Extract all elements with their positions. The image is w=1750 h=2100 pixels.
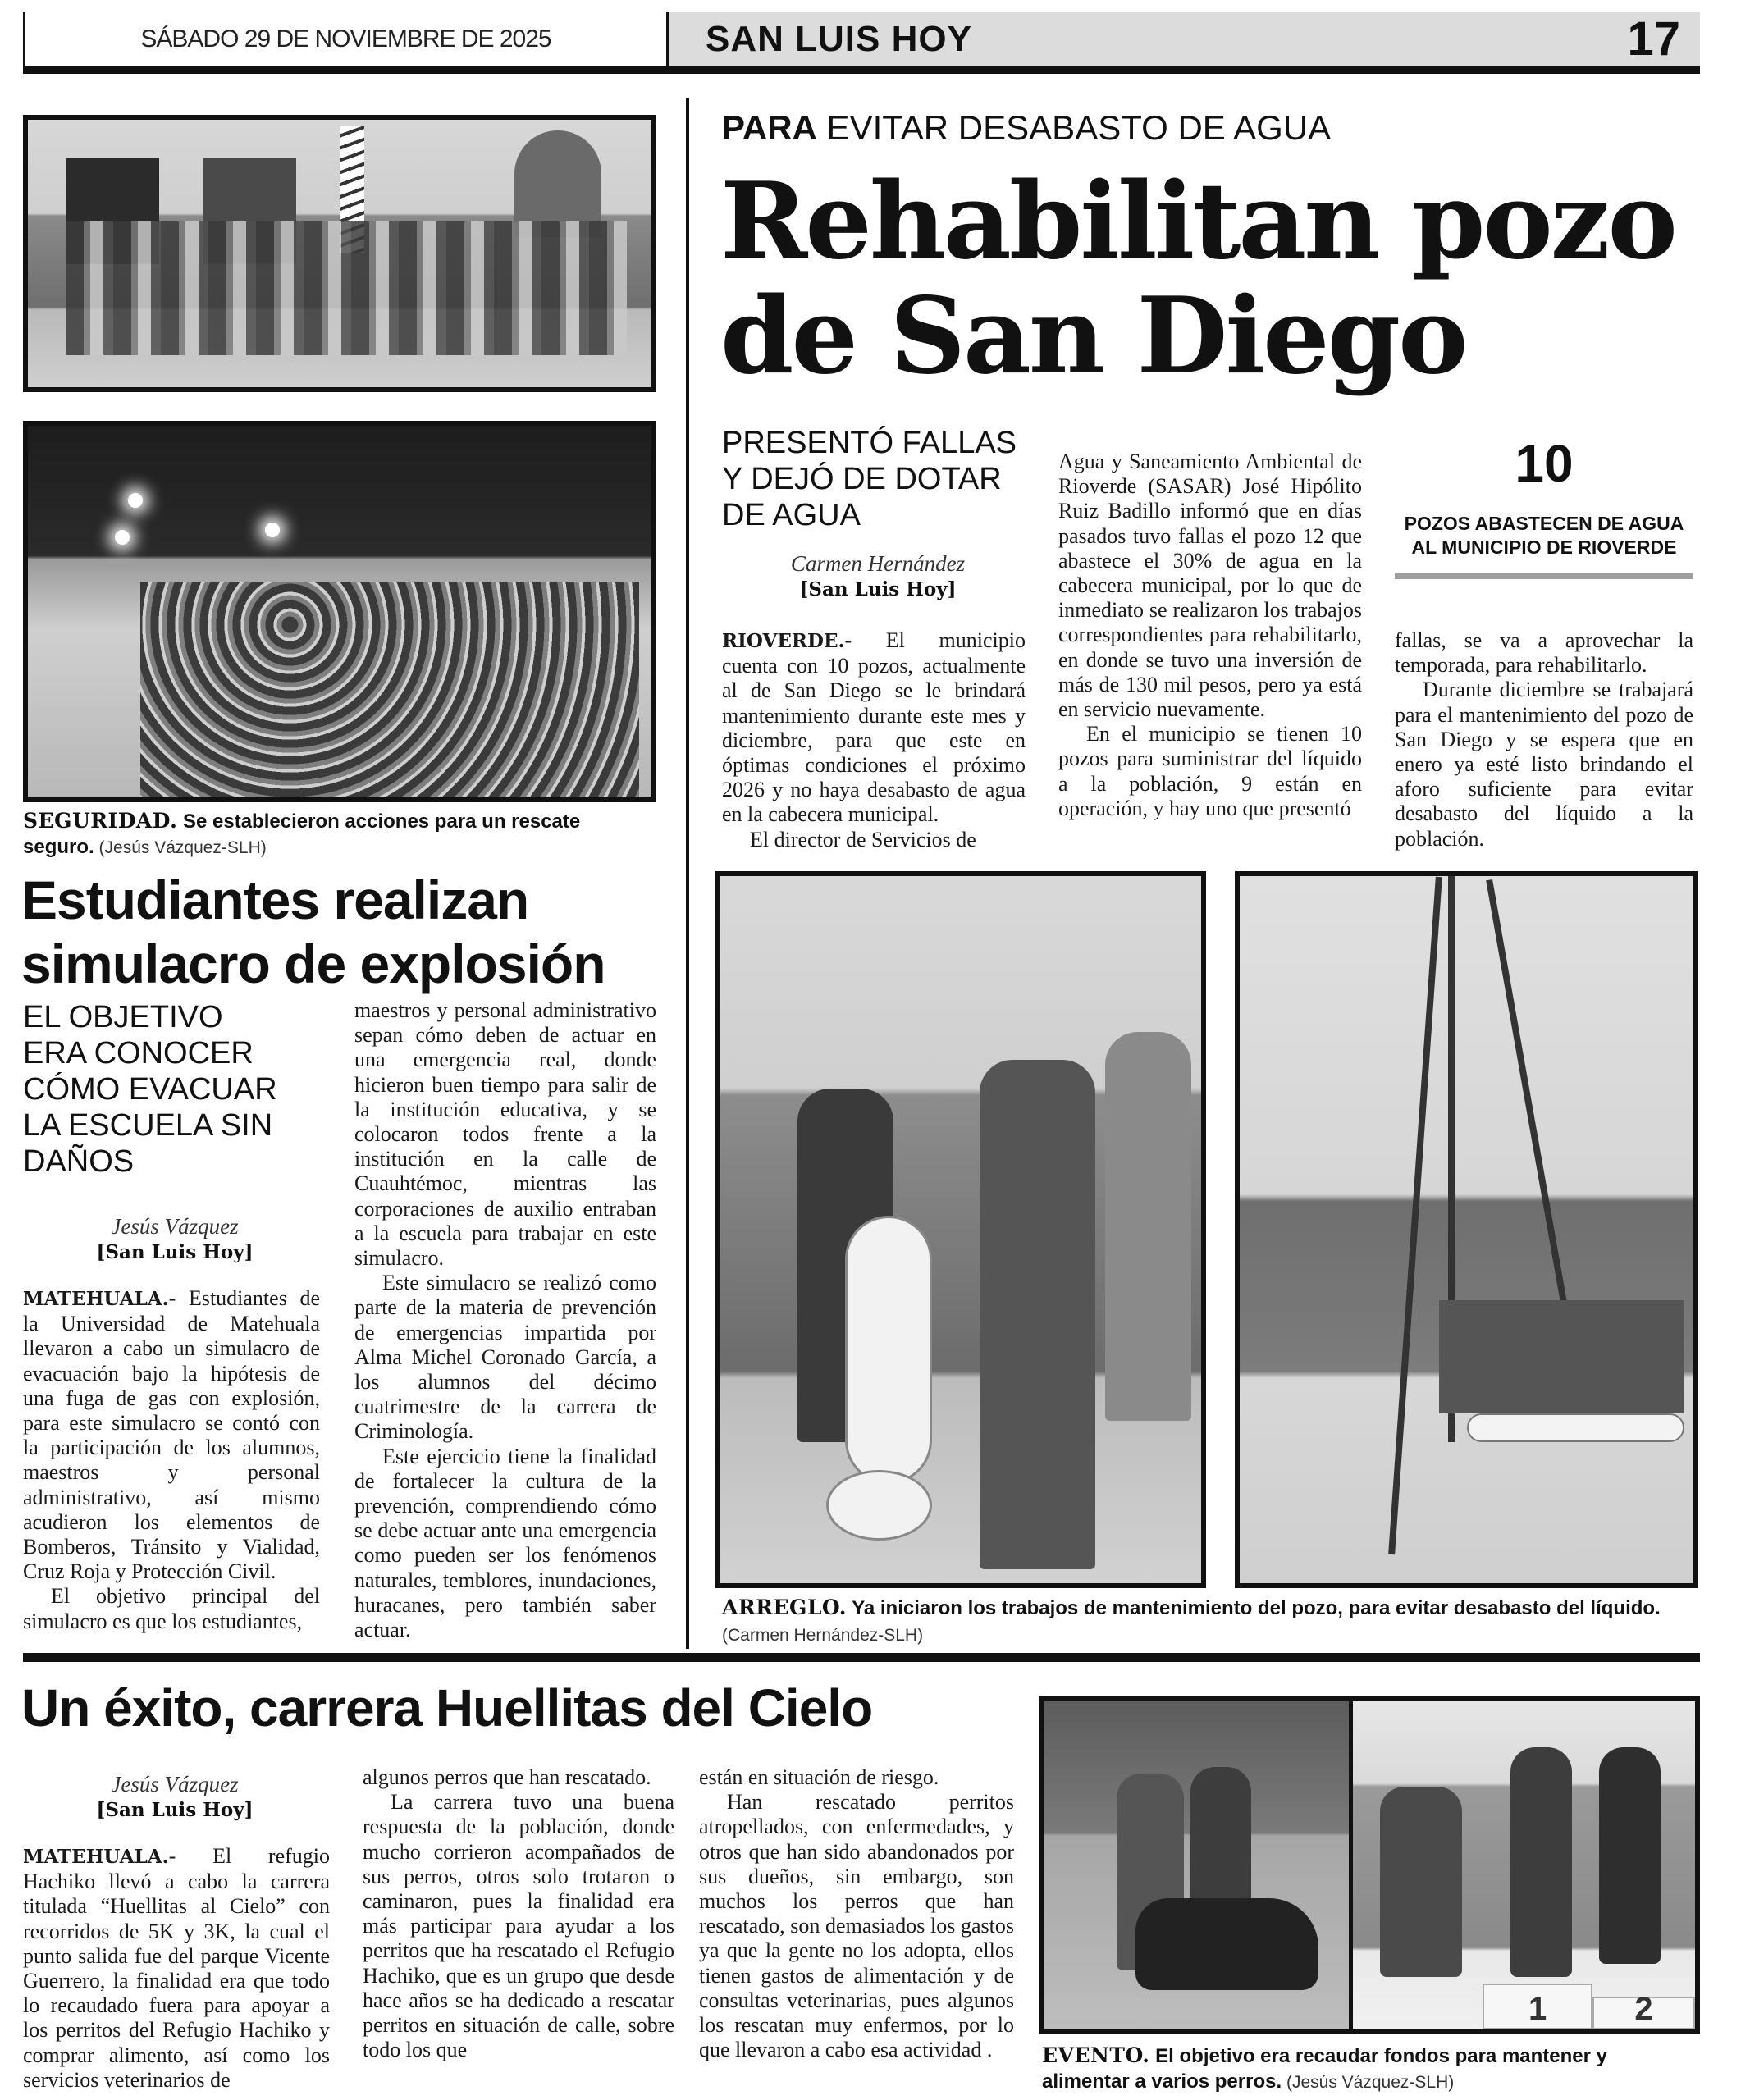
paragraph: El objetivo principal del simulacro es que los estudiantes, [23, 1584, 320, 1633]
caption-evento [1042, 2043, 1698, 2095]
caption-text: El objetivo era recaudar fondos para mantener y alimentar a varios perros. [1042, 2045, 1607, 2093]
paragraph: La carrera tuvo una buena respuesta de la población, donde mucho corrieron acompañados de sus perros, otros solo trotaron o caminaron, pues la finalidad era más participar para ayudar a los perritos que ha rescatado el Refugio Hachiko, que es un grupo que desde hace años se ha dedicado a rescatar perritos en situación de calle, sobre todo los que [363, 1790, 674, 2062]
photo-drilling-rig [1235, 871, 1698, 1588]
caption-seguridad [23, 808, 656, 861]
stat-label: POZOS ABASTECEN DE AGUA AL MUNICIPIO DE RIOVERDE [1404, 513, 1684, 558]
paragraph: algunos perros que han rescatado. [363, 1765, 651, 1789]
byline-outlet: [San Luis Hoy] [96, 1241, 254, 1263]
photo-repair-crew [715, 871, 1206, 1588]
caption-arreglo [722, 1595, 1698, 1648]
byline-author: Carmen Hernández [790, 551, 966, 576]
byline-pozo [722, 551, 1034, 600]
headline-line-1: Rehabilitan pozo [720, 160, 1675, 283]
byline-outlet: [San Luis Hoy] [96, 1799, 254, 1821]
article-pozo-col1 [722, 628, 1026, 852]
article-simulacro-col2 [354, 998, 656, 1642]
kicker-pozo [722, 108, 1331, 148]
paragraph: Durante diciembre se trabajará para el mantenimiento del pozo de San Diego y se espera que en enero ya esté listo brindando el aforo suficiente para evitar desabasto del líquido a la población. [1395, 678, 1693, 851]
caption-text: Ya iniciaron los trabajos de mantenimiento del pozo, para evitar desabasto del líquido. [846, 1597, 1661, 1619]
paragraph: están en situación de riesgo. [699, 1765, 939, 1789]
column-divider [686, 98, 689, 1649]
photo-group-simulacro [23, 115, 656, 392]
photo-podium-winners [1349, 1696, 1700, 2034]
publication-name: SAN LUIS HOY [706, 18, 972, 59]
article-carrera-col3 [699, 1765, 1014, 2062]
headline-simulacro: Estudiantes realizan simulacro de explosión [21, 870, 605, 994]
dateline: MATEHUALA. [23, 1846, 169, 1868]
byline-author: Jesús Vázquez [111, 1772, 239, 1796]
stat-box [1395, 433, 1693, 579]
paragraph: - Estudiantes de la Universidad de Matehuala llevaron a cabo un simulacro de evacuación bajo la hipótesis de una fuga de gas con explosión, para este simulacro se contó con la participación de los alumnos, maestros y personal administrativo, así mismo acudieron los elementos de Bomberos, Tránsito y Vialidad, Cruz Roja y Protección Civil. [23, 1286, 320, 1584]
article-carrera-col1 [23, 1844, 330, 2093]
header-band [666, 12, 1700, 66]
podium-first: 1 [1483, 1984, 1592, 2029]
stat-number: 10 [1515, 434, 1574, 493]
photo-evacuation [23, 421, 656, 802]
byline-author: Jesús Vázquez [111, 1214, 239, 1239]
caption-lead: SEGURIDAD. [23, 809, 178, 833]
stat-rule [1395, 573, 1693, 579]
kicker-text: EVITAR DESABASTO DE AGUA [816, 108, 1332, 147]
podium-second: 2 [1592, 1997, 1695, 2029]
paragraph: fallas, se va a aprovechar la temporada, para rehabilitarlo. [1395, 628, 1693, 678]
subhead-pozo: PRESENTÓ FALLAS Y DEJÓ DE DOTAR DE AGUA [722, 426, 1017, 532]
caption-text: Se establecieron acciones para un rescate seguro. [23, 810, 581, 858]
paragraph: Este ejercicio tiene la finalidad de fortalecer la cultura de la prevención, comprendiendo cómo se debe actuar ante una emergencia como pueden ser los fenómenos naturales, temblores, inundaciones, huracanes, pero también saber actuar. [354, 1444, 656, 1642]
header-rule [23, 66, 1700, 74]
caption-credit: (Jesús Vázquez-SLH) [1282, 2073, 1455, 2092]
caption-lead: ARREGLO. [722, 1596, 847, 1619]
paragraph: El director de Servicios de [750, 827, 976, 851]
dateline: RIOVERDE. [722, 630, 845, 652]
paragraph: Este simulacro se realizó como parte de la materia de prevención de emergencias impartida por Alma Michel Coronado García, a los alumnos del décimo cuatrimestre de la carrera de Criminología. [354, 1271, 656, 1444]
headline-pozo [720, 160, 1705, 398]
kicker-bold: PARA [722, 108, 817, 147]
article-simulacro-col1 [23, 1286, 320, 1634]
dateline: MATEHUALA. [23, 1288, 169, 1310]
paragraph: - El refugio Hachiko llevó a cabo la carrera titulada “Huellitas al Cielo” con recorridos de 5K y 3K, la cual el punto salida fue del parque Vicente Guerrero, la finalidad era que todo lo recaudado fuera para apoyar a los perritos del Refugio Hachiko y comprar alimento, así como los servicios veterinarios de [23, 1844, 330, 2092]
byline-outlet: [San Luis Hoy] [799, 578, 957, 600]
article-carrera-col2 [363, 1765, 674, 2062]
headline-line-2: de San Diego [720, 275, 1466, 398]
page-number: 17 [1627, 12, 1680, 66]
paragraph: - El municipio cuenta con 10 pozos, actualmente al de San Diego se le brindará mantenimiento durante este mes y diciembre, para que este en óptimas condiciones el próximo 2026 y no haya desabasto de agua en la cabecera municipal. [722, 628, 1026, 827]
subhead-simulacro: EL OBJETIVO ERA CONOCER CÓMO EVACUAR LA ESCUELA SIN DAÑOS [23, 1000, 277, 1179]
header-date: SÁBADO 29 DE NOVIEMBRE DE 2025 [23, 12, 666, 66]
section-rule [23, 1653, 1700, 1662]
article-pozo-col2 [1058, 450, 1362, 821]
paragraph: En el municipio se tienen 10 pozos para suministrar del líquido a la población, 9 están en operación, y hay uno que presentó [1058, 722, 1362, 820]
caption-credit: (Jesús Vázquez-SLH) [94, 838, 267, 857]
headline-carrera: Un éxito, carrera Huellitas del Cielo [21, 1678, 873, 1737]
caption-credit: (Carmen Hernández-SLH) [722, 1626, 924, 1645]
caption-lead: EVENTO. [1042, 2043, 1150, 2067]
paragraph: Agua y Saneamiento Ambiental de Rioverde (SASAR) José Hipólito Ruiz Badillo informó que en días pasados tuvo fallas el pozo 12 que abastece el 30% de agua en la cabecera municipal, por lo que de inmediato se realizaron los trabajos correspondientes para rehabilitarlo, en donde se tuvo una inversión de más de 130 mil pesos, pero ya está en servicio nuevamente. [1058, 450, 1362, 722]
paragraph: Han rescatado perritos atropellados, con enfermedades, y otros que han sido abandonados por sus dueños, sin embargo, son muchos los perros que han rescatado, son demasiados los gastos ya que la gente no los adopta, ellos tienen gastos de alimentación y de consultas veterinarias, pues algunos los rescatan muy enfermos, por lo que llevaron a cabo esa actividad . [699, 1790, 1014, 2062]
paragraph: maestros y personal administrativo sepan cómo deben de actuar en una emergencia real, donde hicieron buen tiempo para salir de la institución educativa, y se colocaron todos frente a la institución en la calle de Cuauhtémoc, mientras las corporaciones de auxilio entraban a la escuela para trabajar en este simulacro. [354, 998, 656, 1271]
photo-runners-with-dogs [1039, 1696, 1353, 2034]
article-pozo-col3 [1395, 628, 1693, 851]
byline-carrera [23, 1772, 327, 1821]
byline-simulacro [23, 1214, 327, 1263]
